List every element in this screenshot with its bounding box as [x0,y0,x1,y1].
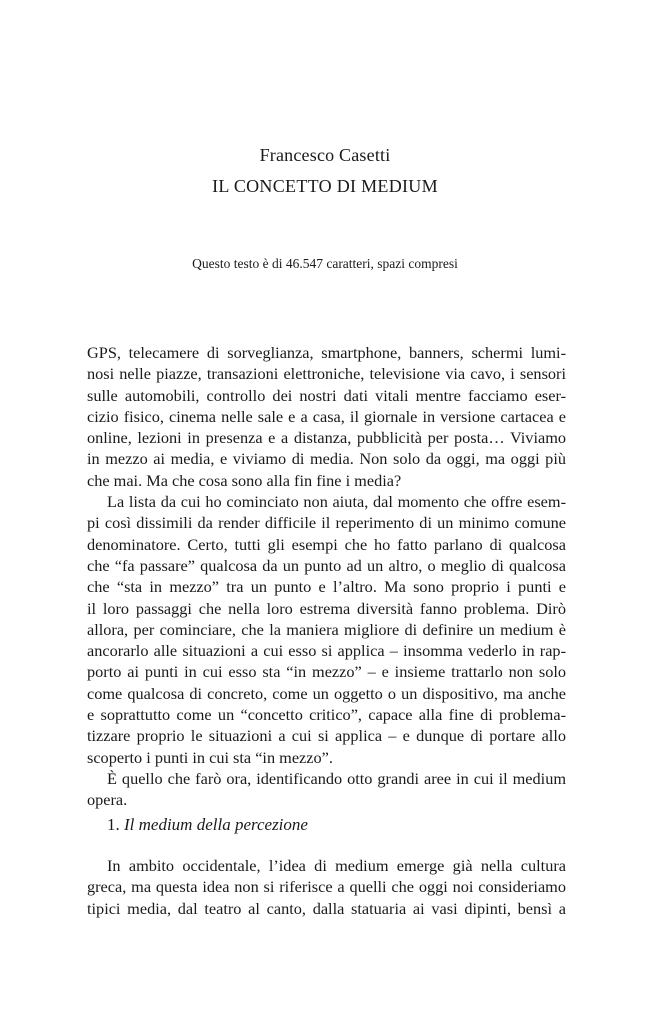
text-line: ancorarlo alle situazioni a cui esso si applica – insomma vederlo in rap- [87,641,566,661]
text-line: tizzare proprio le situazioni a cui si applica – e dunque di portare allo [87,726,566,746]
paragraph [87,855,566,919]
body-text [87,342,566,811]
text-line: La lista da cui ho cominciato non aiuta, dal momento che offre esem- [107,492,566,512]
text-line: tipici media, dal teatro al canto, dalla statuaria ai vasi dipinti, bensì a [87,898,566,918]
section-number: 1. [107,815,120,834]
text-line: porto ai punti in cui esso sta “in mezzo” – e insieme trattarlo non solo [87,662,566,682]
text-line: che mai. Ma che cosa sono alla fin fine i media? [87,470,402,490]
text-line: che “fa passare” qualcosa da un punto ad un altro, o meglio di qualcosa [87,555,566,575]
document-title: IL CONCETTO DI MEDIUM [212,176,438,196]
author-name: Francesco Casetti [259,145,391,165]
text-line: scoperto i punti in cui sta “in mezzo”. [87,747,333,767]
text-line: allora, per cominciare, che la maniera migliore di definire un medium è [87,619,566,639]
character-count-note: Questo testo è di 46.547 caratteri, spazi compresi [192,256,458,271]
text-line: greca, ma questa idea non si riferisce a quelli che oggi noi consideriamo [87,877,566,897]
text-line: nosi nelle piazze, transazioni elettroniche, televisione via cavo, i sensori [87,364,566,384]
text-line: e soprattutto come un “concetto critico”, capace alla fine di problema- [87,705,566,725]
text-line: GPS, telecamere di sorveglianza, smartphone, banners, schermi lumi- [87,343,566,362]
section-body-text [87,855,566,919]
text-line: denominatore. Certo, tutti gli esempi che ho fatto parlano di qualcosa [87,534,566,554]
section-title: Il medium della percezione [124,815,308,834]
text-line: come qualcosa di concreto, come un oggetto o un dispositivo, ma anche [87,683,566,703]
text-line: In ambito occidentale, l’idea di medium emerge già nella cultura [107,856,566,875]
text-line: cizio fisico, cinema nelle sale e a casa, il giornale in versione cartacea e [87,406,566,426]
text-line: che “sta in mezzo” tra un punto e l’altro. Ma sono proprio i punti e [87,577,566,597]
text-line: opera. [87,790,128,810]
paragraph [87,342,566,491]
text-line: È quello che farò ora, identificando otto grandi aree in cui il medium [107,768,566,788]
text-line: il loro passaggi che nella loro estrema diversità fanno problema. Dirò [87,598,566,618]
text-line: in mezzo ai media, e viviamo di media. Non solo da oggi, ma oggi più [87,449,566,469]
paragraph [87,491,566,768]
text-line: online, lezioni in presenza e a distanza, pubblicità per posta… Viviamo [87,428,566,448]
section-heading [107,815,308,835]
text-line: pi così dissimili da render difficile il reperimento di un minimo comune [87,513,566,533]
text-line: sulle automobili, controllo dei nostri dati vitali mentre facciamo eser- [87,385,566,405]
paragraph [87,768,566,811]
